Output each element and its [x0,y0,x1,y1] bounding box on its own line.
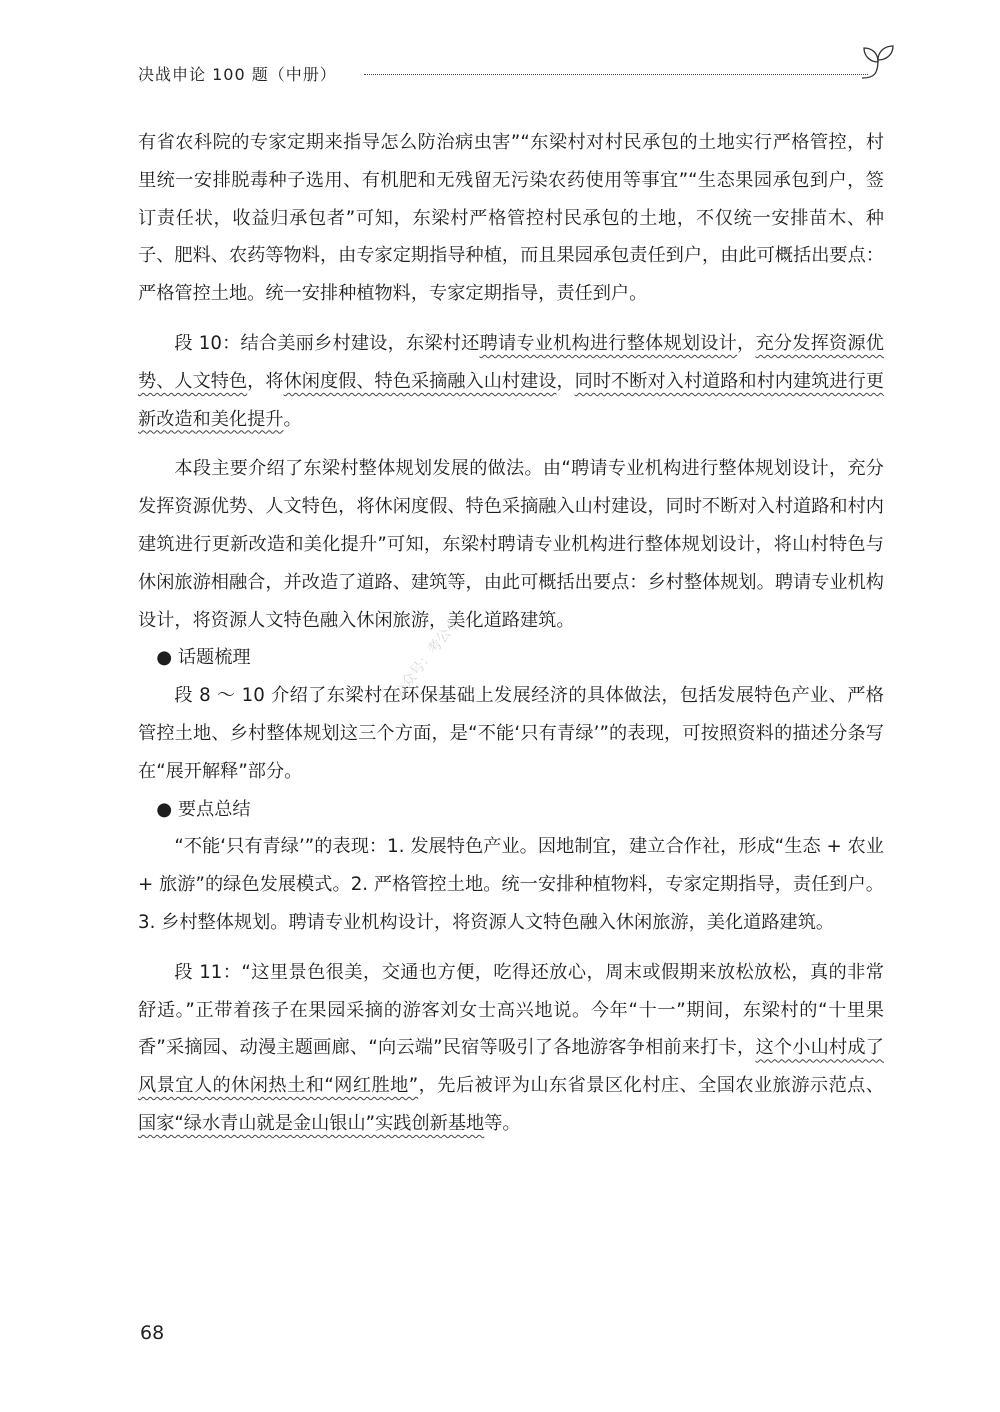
book-title: 决战申论 100 题（中册） [138,65,337,84]
paragraph-continued: 有省农科院的专家定期来指导怎么防治病虫害”“东梁村对村民承包的土地实行严格管控，村里统一安排脱毒种子选用、有机肥和无残留无污染农药使用等事宜”“生态果园承包到户，签订责任状，收益归承包者”可知，东梁村严格管控村民承包的土地，不仅统一安排苗木、种子、肥料、农药等物料，由专家定期指导种植，而且果园承包责任到户，由此可概括出要点：严格管控土地。统一安排种植物料，专家定期指导，责任到户。 [138,132,884,305]
text-segment: 等。 [484,1112,521,1134]
header-dotted-rule [364,74,868,75]
paragraph-summary: “不能‘只有青绿’”的表现：1. 发展特色产业。因地制宜，建立合作社，形成“生态 + 农业 + 旅游”的绿色发展模式。2. 严格管控土地。统一安排种植物料，专家定期指导，责任到户。3. 乡村整体规划。聘请专业机构设计，将资源人文特色融入休闲旅游，美化道路建筑。 [138,836,884,933]
page-body [138,124,884,1143]
text-segment: 段 10：结合美丽乡村建设，东梁村还 [174,332,480,354]
page-header [138,60,898,90]
text-segment: ， [737,332,756,354]
text-segment: ，将 [247,370,284,392]
underlined-phrase: 同时不断对入村道路和村内建筑进行更新改造和美化提升 [138,370,884,430]
paragraph-analysis: 本段主要介绍了东梁村整体规划发展的做法。由“聘请专业机构进行整体规划设计，充分发挥资源优势、人文特色，将休闲度假、特色采摘融入山村建设，同时不断对入村道路和村内建筑进行更新改造和美化提升”可知，东梁村聘请专业机构进行整体规划设计，将山村特色与休闲旅游相融合，并改造了道路、建筑等，由此可概括出要点：乡村整体规划。聘请专业机构设计，将资源人文特色融入休闲旅游，美化道路建筑。 [138,458,884,631]
text-segment: 段 11：“这里景色很美，交通也方便，吃得还放心，周末或假期来放松放松，真的非常舒适。”正带着孩子在果园采摘的游客刘女士高兴地说。今年“十一”期间，东梁村的“十里果香”采摘园、动漫主题画廊、“向云端”民宿等吸引了各地游客争相前来打卡， [138,961,884,1059]
section-heading-summary: ● 要点总结 [156,798,251,820]
underlined-phrase: 这个小山村成了风景宜人的休闲热土和“网红胜地” [138,1037,884,1097]
text-segment: ， [556,370,575,392]
paragraph-section-10 [138,325,884,438]
sprout-icon [856,40,898,84]
underlined-phrase: 充分发挥资源优势、人文特色 [138,332,884,392]
underlined-phrase: 聘请专业机构进行整体规划设计 [479,332,738,354]
section-heading-topic: ● 话题梳理 [156,647,251,669]
underlined-phrase: 休闲度假、特色采摘融入山村建设 [283,370,557,392]
paragraph-section-11 [138,954,884,1143]
paragraph-topic: 段 8 ～ 10 介绍了东梁村在环保基础上发展经济的具体做法，包括发展特色产业、严格管控土地、乡村整体规划这三个方面，是“不能‘只有青绿’”的表现，可按照资料的描述分条写在“展开解释”部分。 [138,685,884,782]
underlined-phrase: 国家“绿水青山就是金山银山”实践创新基地 [138,1112,485,1134]
page-number: 68 [140,1322,165,1344]
text-segment: 。 [283,408,302,430]
watermark: 公众号：考公小 [390,614,464,702]
text-segment: ，先后被评为山东省景区化村庄、全国农业旅游示范点、 [418,1075,884,1097]
